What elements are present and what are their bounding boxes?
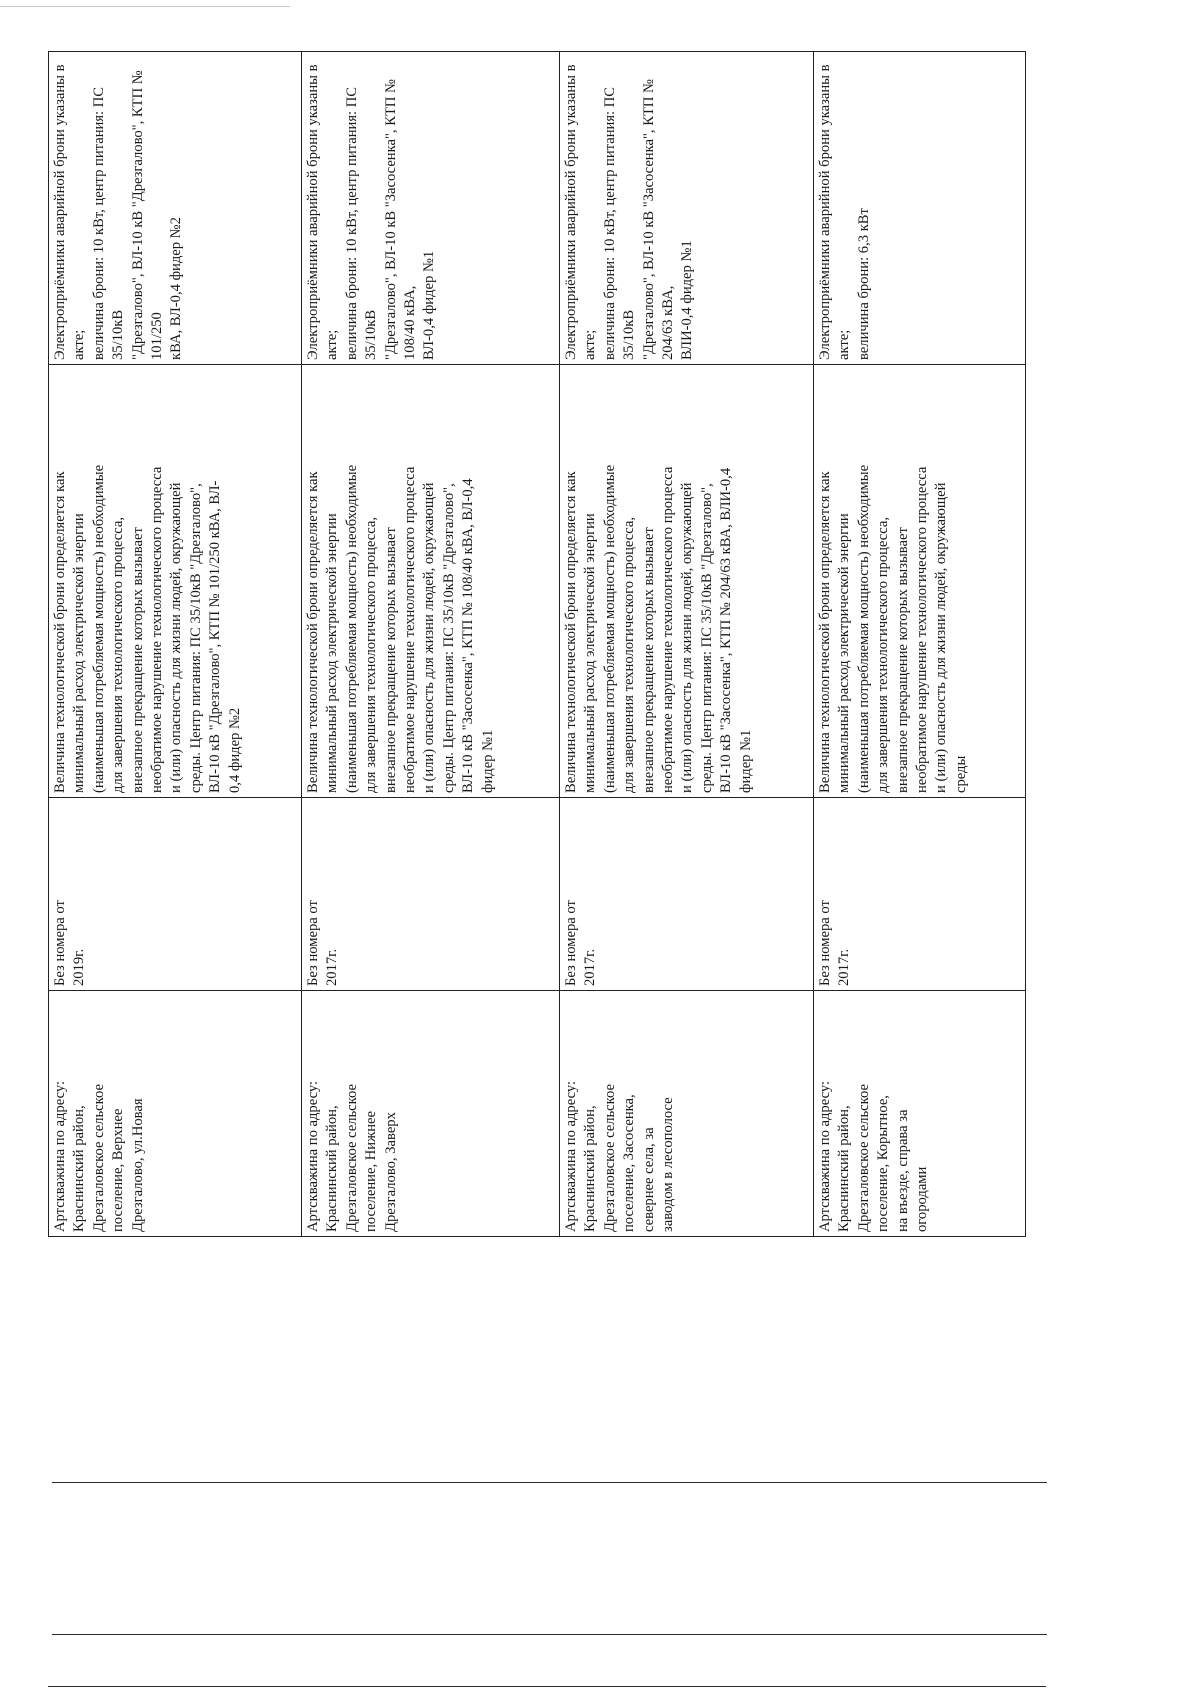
divider-line xyxy=(52,1482,1047,1483)
cell-address: Артскважина по адресу: Краснинский район, Дрезгаловское сельское поселение, Верхнее Дрезгалово, ул.Новая xyxy=(49,991,302,1237)
cell-address: Артскважина по адресу: Краснинский район, Дрезгаловское сельское поселение, Нижнее Дрезгалово, Заверх xyxy=(302,991,560,1237)
table-row xyxy=(49,52,302,1237)
table-row xyxy=(302,52,560,1237)
cell-act-number: Без номера от 2017г. xyxy=(302,798,560,991)
cell-description: Величина технологической брони определяется как минимальный расход электрической энергии (наименьшая потребляемая мощность) необходимые для завершения технологического процесса, внезапное прекращение которых вызывает необратимое нарушение технологического процесса и (или) опасность для жизни людей, окружающей среды. Центр питания: ПС 35/10кВ "Дрезгалово", ВЛ-10 кВ "Засосенка", КТП № 108/40 кВА, ВЛ-0,4 фидер №1 xyxy=(302,365,560,798)
cell-address: Артскважина по адресу: Краснинский район, Дрезгаловское сельское поселение, Корытное, на въезде, справа за огородами xyxy=(814,991,1026,1237)
cell-act-number: Без номера от 2017г. xyxy=(560,798,814,991)
cell-receivers: Электроприёмники аварийной брони указаны в акте; величина брони: 10 кВт, центр питания: ПС 35/10кВ "Дрезгалово", ВЛ-10 кВ "Засосенка", КТП № 108/40 кВА, ВЛ-0,4 фидер №1 xyxy=(302,52,560,365)
table-row xyxy=(814,52,1026,1237)
cell-description: Величина технологической брони определяется как минимальный расход электрической энергии (наименьшая потребляемая мощность) необходимые для завершения технологического процесса, внезапное прекращение которых вызывает необратимое нарушение технологического процесса и (или) опасность для жизни людей, окружающей среды. Центр питания: ПС 35/10кВ "Дрезгалово", ВЛ-10 кВ "Засосенка", КТП № 204/63 кВА, ВЛИ-0,4 фидер №1 xyxy=(560,365,814,798)
cell-address: Артскважина по адресу: Краснинский район, Дрезгаловское сельское поселение, Засосенка, севернее села, за заводом в лесополосе xyxy=(560,991,814,1237)
table-row xyxy=(560,52,814,1237)
cell-act-number: Без номера от 2017г. xyxy=(814,798,1026,991)
divider-line xyxy=(52,1634,1047,1635)
cell-receivers: Электроприёмники аварийной брони указаны в акте; величина брони: 6,3 кВт xyxy=(814,52,1026,365)
cell-receivers: Электроприёмники аварийной брони указаны в акте; величина брони: 10 кВт, центр питания: ПС 35/10кВ "Дрезгалово", ВЛ-10 кВ "Дрезгалово", КТП № 101/250 кВА, ВЛ-0,4 фидер №2 xyxy=(49,52,302,365)
cell-receivers: Электроприёмники аварийной брони указаны в акте; величина брони: 10 кВт, центр питания: ПС 35/10кВ "Дрезгалово", ВЛ-10 кВ "Засосенка", КТП № 204/63 кВА, ВЛИ-0,4 фидер №1 xyxy=(560,52,814,365)
rotated-table-page xyxy=(48,52,1025,1237)
cell-act-number: Без номера от 2019г. xyxy=(49,798,302,991)
emergency-reserve-table xyxy=(48,51,1026,1237)
cell-description: Величина технологической брони определяется как минимальный расход электрической энергии (наименьшая потребляемая мощность) необходимые для завершения технологического процесса, внезапное прекращение которых вызывает необратимое нарушение технологического процесса и (или) опасность для жизни людей, окружающей среды xyxy=(814,365,1026,798)
scan-edge-mark xyxy=(0,6,290,7)
divider-line xyxy=(48,1686,1046,1687)
cell-description: Величина технологической брони определяется как минимальный расход электрической энергии (наименьшая потребляемая мощность) необходимые для завершения технологического процесса, внезапное прекращение которых вызывает необратимое нарушение технологического процесса и (или) опасность для жизни людей, окружающей среды. Центр питания: ПС 35/10кВ "Дрезгалово", ВЛ-10 кВ "Дрезгалово", КТП № 101/250 кВА, ВЛ- 0,4 фидер №2 xyxy=(49,365,302,798)
